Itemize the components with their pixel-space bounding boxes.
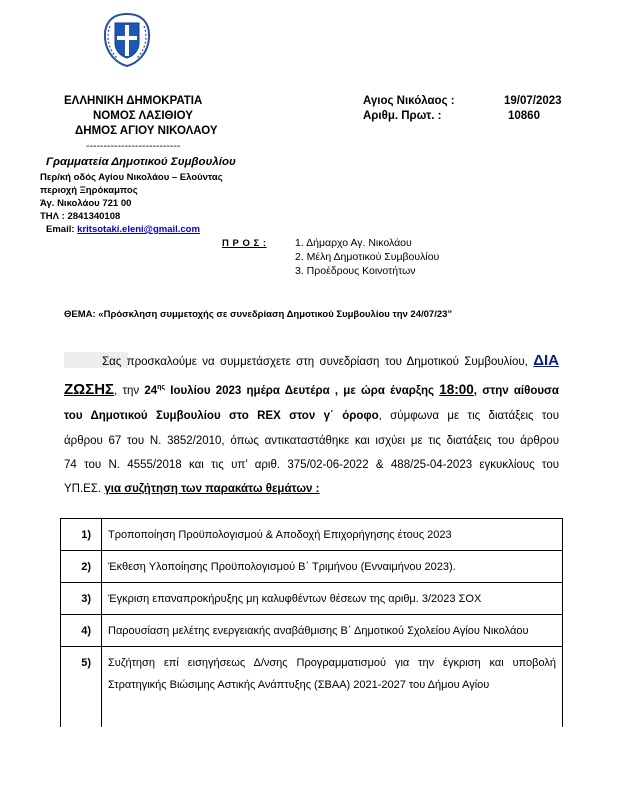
topic-number: 4) (61, 615, 102, 647)
topics-table (60, 518, 563, 727)
email-label: Email: (46, 224, 75, 235)
recipient-1: 1. Δήμαρχο Αγ. Νικολάου (295, 237, 412, 249)
protocol-number: 10860 (508, 110, 540, 122)
republic-name: ΕΛΛΗΝΙΚΗ ΔΗΜΟΚΡΑΤΙΑ (64, 95, 203, 107)
subject-line: ΘΕΜΑ: «Πρόσκληση συμμετοχής σε συνεδρίαση Δημοτικού Συμβουλίου την 24/07/23” (64, 309, 453, 320)
meeting-time: 18:00 (439, 382, 474, 397)
body-line-3: του Δημοτικού Συμβουλίου στο REX στον γ΄ όροφο, σύμφωνα με τις διατάξεις του (64, 410, 559, 422)
topic-number: 1) (61, 519, 102, 551)
topic-number: 5) (61, 647, 102, 727)
body-line-4: άρθρου 67 του Ν. 3852/2010, όπως αντικαταστάθηκε και ισχύει με τις διατάξεις του άρθρου (64, 435, 559, 447)
table-row (61, 551, 563, 583)
topic-text: Παρουσίαση μελέτης ενεργειακής αναβάθμισης Β΄ Δημοτικού Σχολείου Αγίου Νικολάου (102, 615, 563, 647)
topic-text: Έγκριση επαναπροκήρυξης μη καλυφθέντων θέσεων της αριθμ. 3/2023 ΣΟΧ (102, 583, 563, 615)
topic-text: Συζήτηση επί εισηγήσεως Δ/νσης Προγραμματισμού για την έγκριση και υποβολή Στρατηγικής Βιώσιμης Αστικής Ανάπτυξης (ΣΒΑΑ) 2021-2027 του Δήμου Αγίου (102, 647, 563, 727)
in-person-word-1: ΔΙΑ (533, 352, 559, 369)
recipient-3: 3. Προέδρους Κοινοτήτων (295, 265, 416, 277)
topic-text: Τροποποίηση Προϋπολογισμού & Αποδοχή Επιχορήγησης έτους 2023 (102, 519, 563, 551)
table-row (61, 647, 563, 727)
greek-coat-of-arms-emblem (98, 10, 156, 68)
phone-number: ΤΗΛ : 2841340108 (40, 211, 121, 222)
recipient-2: 2. Μέλη Δημοτικού Συμβουλίου (295, 251, 440, 263)
address-line-1: Περ/κή οδός Αγίου Νικολάου – Ελούντας (40, 172, 223, 183)
table-row (61, 519, 563, 551)
department-name: Γραμματεία Δημοτικού Συμβουλίου (46, 156, 236, 168)
topic-number: 2) (61, 551, 102, 583)
table-row (61, 615, 563, 647)
place-label: Αγιος Νικόλαος : (363, 95, 455, 107)
protocol-label: Αριθμ. Πρωτ. : (363, 110, 442, 122)
body-line-2: ΖΩΣΗΣ, την $24^{\eta\varsigma}$ Ιουλίου 2023 ημέρα Δευτέρα , με ώρα έναρξης 18:00, στην αίθουσα (64, 381, 559, 398)
in-person-word-2: ΖΩΣΗΣ (64, 381, 115, 398)
address-line-2: περιοχή Ξηρόκαμπος (40, 185, 138, 196)
address-line-3: Άγ. Νικολάου 721 00 (40, 198, 132, 209)
email-row (46, 224, 200, 235)
body-line-6: ΥΠ.ΕΣ. για συζήτηση των παρακάτω θεμάτων : (64, 483, 320, 495)
recipients-label: Π Ρ Ο Σ : (222, 238, 267, 249)
meeting-venue: του Δημοτικού Συμβουλίου στο REX στον γ΄ όροφο (64, 410, 379, 422)
topic-text: Έκθεση Υλοποίησης Προϋπολογισμού Β΄ Τριμήνου (Ενναιμήνου 2023). (102, 551, 563, 583)
meeting-day: $24^{\eta\varsigma}$ (144, 384, 166, 397)
topics-intro: για συζήτηση των παρακάτω θεμάτων : (104, 483, 320, 495)
header-divider: --------------------------- (86, 140, 181, 152)
email-link[interactable]: kritsotaki.eleni@gmail.com (77, 224, 200, 235)
table-row (61, 583, 563, 615)
prefecture-name: ΝΟΜΟΣ ΛΑΣΙΘΙΟΥ (93, 110, 193, 122)
body-line-1: Σας προσκαλούμε να συμμετάσχετε στη συνεδρίαση του Δημοτικού Συμβουλίου, ΔΙΑ (102, 352, 559, 369)
municipality-name: ΔΗΜΟΣ ΑΓΙΟΥ ΝΙΚΟΛΑΟΥ (75, 125, 218, 137)
topic-number: 3) (61, 583, 102, 615)
body-line-5: 74 του Ν. 4555/2018 και τις υπ’ αριθ. 375/02-06-2022 & 488/25-04-2023 εγκυκλίους του (64, 459, 559, 471)
document-date: 19/07/2023 (504, 95, 562, 107)
